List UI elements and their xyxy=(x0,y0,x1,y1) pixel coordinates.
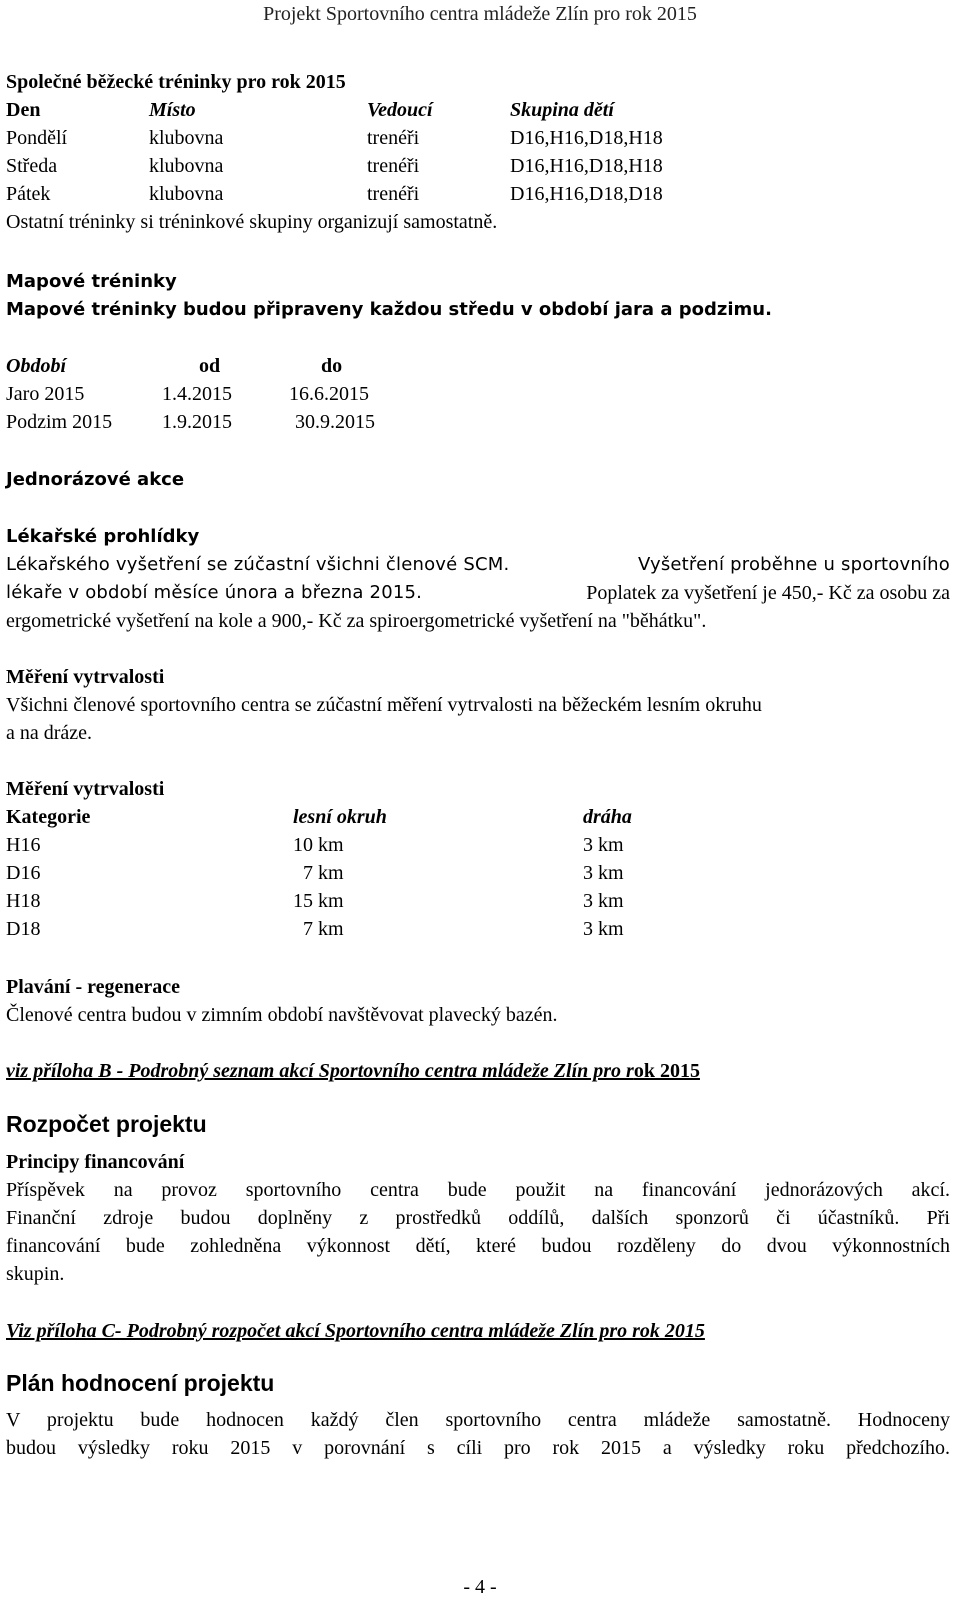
medical-title: Lékařské prohlídky xyxy=(6,526,200,547)
col-vedouci: Vedoucí xyxy=(367,99,433,121)
medical-text: lékaře v období měsíce února a března 2015. xyxy=(6,582,423,603)
col-draha: dráha xyxy=(583,806,632,828)
row-cell: trenéři xyxy=(367,183,420,205)
col-skupina: Skupina dětí xyxy=(510,99,614,121)
row-cell: Podzim 2015 xyxy=(6,411,113,433)
row-cell: 30.9.2015 xyxy=(295,411,375,433)
row-cell: trenéři xyxy=(367,155,420,177)
appendix-b-text-end: ok 2015 xyxy=(633,1060,700,1082)
row-cell: 7 km xyxy=(303,918,344,940)
row-cell: 3 km xyxy=(583,890,624,912)
endurance-title: Měření vytrvalosti xyxy=(6,666,165,688)
swimming-text: Členové centra budou v zimním období navštěvovat plavecký bazén. xyxy=(6,1004,558,1026)
medical-line-3: ergometrické vyšetření na kole a 900,- Kč za spiroergometrické vyšetření na "běhátku". xyxy=(6,610,707,632)
medical-text: Vyšetření proběhne u sportovního xyxy=(637,554,950,575)
row-cell: D16,H16,D18,H18 xyxy=(510,127,663,149)
row-cell: Středa xyxy=(6,155,58,177)
budget-heading: Rozpočet projektu xyxy=(6,1111,207,1137)
row-cell: D16,H16,D18,H18 xyxy=(510,155,663,177)
budget-line-3: financování bude zohledněna výkonnost dětí, které budou rozděleny do dvou výkonnostních xyxy=(6,1235,950,1257)
col-kategorie: Kategorie xyxy=(6,806,91,828)
row-cell: Pátek xyxy=(6,183,51,205)
endurance-table-title: Měření vytrvalosti xyxy=(6,778,165,800)
medical-line-1 xyxy=(6,551,950,579)
map-training-title: Mapové tréninky xyxy=(6,271,177,292)
endurance-line-2: a na dráze. xyxy=(6,722,93,744)
budget-line-4: skupin. xyxy=(6,1263,65,1285)
swimming-title: Plavání - regenerace xyxy=(6,976,181,998)
running-note: Ostatní tréninky si tréninkové skupiny organizují samostatně. xyxy=(6,211,498,233)
appendix-b-text: viz příloha B - Podrobný seznam akcí Sportovního centra mládeže Zlín pro r xyxy=(6,1060,634,1082)
map-training-text: Mapové tréninky budou připraveny každou středu v období jara a podzimu. xyxy=(6,299,772,320)
page-number: - 4 - xyxy=(463,1576,497,1598)
row-cell: 1.9.2015 xyxy=(162,411,232,433)
row-cell: Jaro 2015 xyxy=(6,383,85,405)
budget-line-1: Příspěvek na provoz sportovního centra bude použit na financování jednorázových akcí. xyxy=(6,1179,950,1201)
running-title: Společné běžecké tréninky pro rok 2015 xyxy=(6,71,346,93)
col-lesni-okruh: lesní okruh xyxy=(293,806,387,828)
col-den: Den xyxy=(6,99,41,121)
appendix-c-reference: Viz příloha C- Podrobný rozpočet akcí Sportovního centra mládeže Zlín pro rok 2015 xyxy=(6,1320,705,1342)
budget-line-2: Finanční zdroje budou doplněny z prostředků oddílů, dalších sponzorů či účastníků. Při xyxy=(6,1207,950,1229)
appendix-b-reference xyxy=(6,1057,950,1085)
page-header: Projekt Sportovního centra mládeže Zlín pro rok 2015 xyxy=(263,3,697,25)
row-cell: klubovna xyxy=(149,127,224,149)
medical-line-2 xyxy=(6,579,950,607)
evaluation-line-1: V projektu bude hodnocen každý člen sportovního centra mládeže samostatně. Hodnoceny xyxy=(6,1409,950,1431)
budget-subheading: Principy financování xyxy=(6,1151,185,1173)
row-cell: 10 km xyxy=(293,834,344,856)
row-cell: klubovna xyxy=(149,183,224,205)
row-cell: trenéři xyxy=(367,127,420,149)
row-cell: klubovna xyxy=(149,155,224,177)
row-cell: H18 xyxy=(6,890,41,912)
row-cell: 7 km xyxy=(303,862,344,884)
row-cell: D16 xyxy=(6,862,41,884)
col-do: do xyxy=(321,355,343,377)
evaluation-heading: Plán hodnocení projektu xyxy=(6,1370,275,1396)
col-misto: Místo xyxy=(149,99,196,121)
medical-text: Poplatek za vyšetření je 450,- Kč za osobu za xyxy=(586,582,950,604)
row-cell: 16.6.2015 xyxy=(289,383,369,405)
row-cell: 1.4.2015 xyxy=(162,383,232,405)
one-time-title: Jednorázové akce xyxy=(6,469,185,490)
row-cell: Pondělí xyxy=(6,127,68,149)
medical-text: Lékařského vyšetření se zúčastní všichni členové SCM. xyxy=(6,554,510,575)
row-cell: 3 km xyxy=(583,918,624,940)
col-od: od xyxy=(199,355,221,377)
row-cell: 3 km xyxy=(583,834,624,856)
row-cell: D16,H16,D18,D18 xyxy=(510,183,663,205)
evaluation-line-2: budou výsledky roku 2015 v porovnání s cíli pro rok 2015 a výsledky roku předchozího. xyxy=(6,1437,950,1459)
row-cell: 15 km xyxy=(293,890,344,912)
endurance-line-1: Všichni členové sportovního centra se zúčastní měření vytrvalosti na běžeckém lesním okruhu xyxy=(6,694,762,716)
row-cell: H16 xyxy=(6,834,41,856)
row-cell: 3 km xyxy=(583,862,624,884)
col-obdobi: Období xyxy=(6,355,66,377)
row-cell: D18 xyxy=(6,918,41,940)
